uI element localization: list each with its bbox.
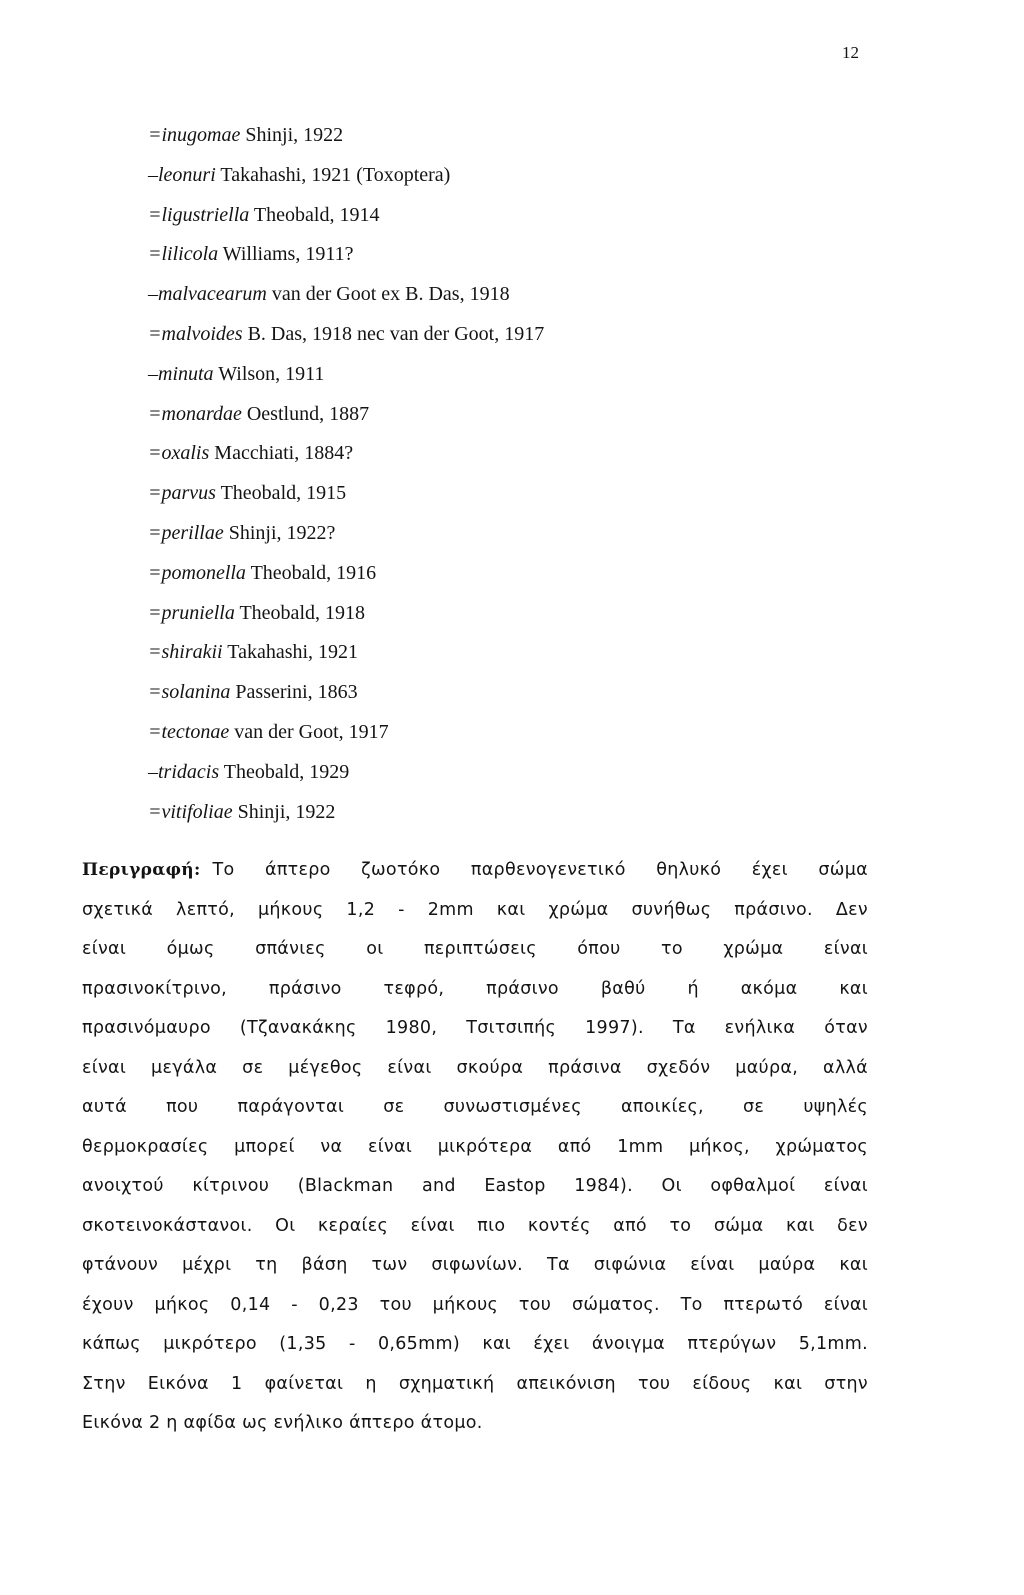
synonym-name: –leonuri xyxy=(148,163,216,186)
synonym-name: =parvus xyxy=(148,482,216,505)
synonym-entry xyxy=(148,600,848,640)
description-line: ανοιχτού κίτρινου (Blackman and Eastop 1984). Οι οφθαλμοί είναι xyxy=(82,1176,868,1196)
synonym-entry xyxy=(148,361,848,401)
description-line xyxy=(82,858,868,898)
synonym-entry xyxy=(148,560,848,600)
synonym-entry xyxy=(148,759,848,799)
synonym-authority: Theobald, 1914 xyxy=(249,203,380,226)
description-heading: Περιγραφή: xyxy=(82,860,201,880)
synonym-name: =perillae xyxy=(148,521,224,544)
synonym-name: =oxalis xyxy=(148,442,210,465)
description-line: Στην Εικόνα 1 φαίνεται η σχηματική απεικόνιση του είδους και στην xyxy=(82,1373,868,1394)
synonym-name: =vitifoliae xyxy=(148,800,233,823)
synonym-list xyxy=(148,122,848,838)
synonym-name: =shirakii xyxy=(148,641,223,664)
synonym-authority: Williams, 1911? xyxy=(218,243,354,266)
synonym-name: =malvoides xyxy=(148,322,243,345)
synonym-name: =monardae xyxy=(148,402,242,425)
description-line: είναι μεγάλα σε μέγεθος είναι σκούρα πράσινα σχεδόν μαύρα, αλλά xyxy=(82,1057,868,1078)
synonym-authority: van der Goot ex B. Das, 1918 xyxy=(266,283,510,306)
synonym-entry xyxy=(148,321,848,361)
synonym-entry xyxy=(148,799,848,839)
description-line: θερμοκρασίες μπορεί να είναι μικρότερα από 1mm μήκος, χρώματος xyxy=(82,1136,868,1157)
synonym-name: –tridacis xyxy=(148,760,220,783)
synonym-name: –malvacearum xyxy=(148,283,267,306)
synonym-authority: Theobald, 1916 xyxy=(245,561,377,584)
description-line: σκοτεινοκάστανοι. Οι κεραίες είναι πιο κοντές από το σώμα και δεν xyxy=(82,1215,868,1236)
synonym-name: =pruniella xyxy=(148,601,235,624)
synonym-entry xyxy=(148,679,848,719)
description-section xyxy=(82,858,868,1451)
synonym-entry xyxy=(148,122,848,162)
synonym-authority: van der Goot, 1917 xyxy=(229,720,389,743)
synonym-entry xyxy=(148,440,848,480)
synonym-entry xyxy=(148,719,848,759)
description-line: είναι όμως σπάνιες οι περιπτώσεις όπου το χρώμα είναι xyxy=(82,939,868,959)
synonym-name: =inugomae xyxy=(148,124,241,146)
synonym-authority: Macchiati, 1884? xyxy=(209,442,354,465)
synonym-name: =pomonella xyxy=(148,561,246,584)
description-line: κάπως μικρότερο (1,35 - 0,65mm) και έχει άνοιγμα πτερύγων 5,1mm. xyxy=(82,1334,868,1354)
synonym-authority: B. Das, 1918 nec van der Goot, 1917 xyxy=(242,322,545,345)
description-line: φτάνουν μέχρι τη βάση των σιφωνίων. Τα σιφώνια είναι μαύρα και xyxy=(82,1255,868,1275)
description-text: Το άπτερο ζωοτόκο παρθενογενετικό θηλυκό έχει σώμα xyxy=(212,860,868,880)
synonym-authority: Oestlund, 1887 xyxy=(241,402,370,425)
synonym-entry xyxy=(148,241,848,281)
synonym-name: =tectonae xyxy=(148,720,230,743)
synonym-entry xyxy=(148,281,848,321)
synonym-entry xyxy=(148,520,848,560)
description-line: σχετικά λεπτό, μήκους 1,2 - 2mm και χρώμα συνήθως πράσινο. Δεν xyxy=(82,899,868,920)
synonym-authority: Takahashi, 1921 (Toxoptera) xyxy=(215,163,451,186)
description-line: πρασινοκίτρινο, πράσινο τεφρό, πράσινο βαθύ ή ακόμα και xyxy=(82,978,868,999)
synonym-name: =ligustriella xyxy=(148,203,250,226)
synonym-name: =lilicola xyxy=(148,243,219,266)
synonym-authority: Theobald, 1915 xyxy=(215,482,347,505)
synonym-entry xyxy=(148,162,848,202)
synonym-entry xyxy=(148,480,848,520)
synonym-entry xyxy=(148,401,848,441)
synonym-authority: Takahashi, 1921 xyxy=(222,641,359,664)
synonym-authority: Shinji, 1922 xyxy=(232,800,336,823)
synonym-authority: Wilson, 1911 xyxy=(213,362,325,385)
page-number: 12 xyxy=(842,43,859,62)
synonym-authority: Theobald, 1918 xyxy=(234,601,365,624)
synonym-authority: Shinji, 1922? xyxy=(223,521,336,544)
synonym-authority: Theobald, 1929 xyxy=(219,760,350,783)
description-line: έχουν μήκος 0,14 - 0,23 του μήκους του σώματος. Το πτερωτό είναι xyxy=(82,1294,868,1315)
synonym-authority: Shinji, 1922 xyxy=(240,124,344,146)
description-line: πρασινόμαυρο (Τζανακάκης 1980, Τσιτσιπής 1997). Τα ενήλικα όταν xyxy=(82,1018,868,1038)
description-line: αυτά που παράγονται σε συνωστισμένες αποικίες, σε υψηλές xyxy=(82,1097,868,1117)
description-line: Εικόνα 2 η αφίδα ως ενήλικο άπτερο άτομο. xyxy=(82,1413,483,1433)
synonym-entry xyxy=(148,639,848,679)
synonym-name: –minuta xyxy=(148,362,214,385)
synonym-authority: Passerini, 1863 xyxy=(230,681,358,704)
synonym-name: =solanina xyxy=(148,681,231,704)
synonym-entry xyxy=(148,202,848,242)
